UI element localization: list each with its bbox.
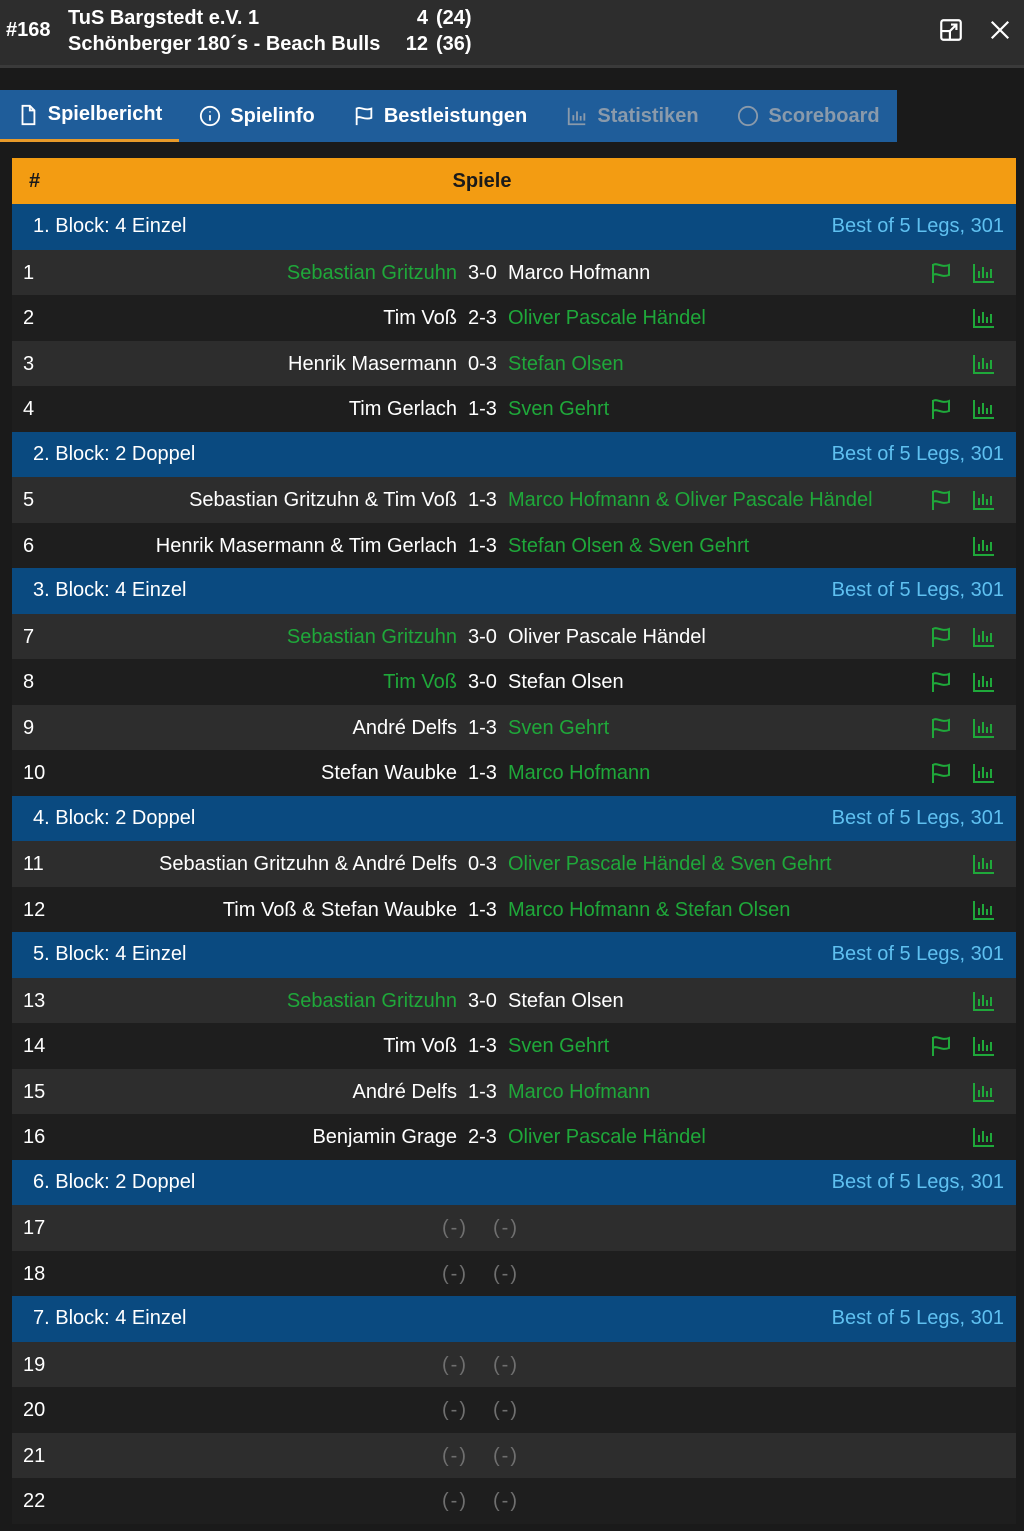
game-number: 18 bbox=[23, 1262, 46, 1285]
tab-bar bbox=[0, 90, 897, 142]
table-row[interactable] bbox=[12, 841, 1016, 887]
popout-button[interactable] bbox=[936, 15, 966, 45]
away-legs: (36) bbox=[436, 33, 472, 55]
block-title: 6. Block: 2 Doppel bbox=[33, 1170, 196, 1193]
game-number: 22 bbox=[23, 1490, 46, 1512]
home-player: Benjamin Grage bbox=[312, 1126, 457, 1148]
table-row[interactable] bbox=[12, 1205, 1016, 1251]
block-header bbox=[12, 568, 1016, 614]
column-header-number: # bbox=[29, 170, 41, 192]
table-row[interactable] bbox=[12, 477, 1016, 523]
game-number: 21 bbox=[23, 1444, 46, 1467]
away-score bbox=[400, 33, 486, 56]
bar-chart-icon bbox=[566, 105, 588, 127]
away-player: Marco Hofmann & Stefan Olsen bbox=[508, 898, 791, 921]
game-number: 8 bbox=[23, 671, 35, 693]
away-pending: (-) bbox=[493, 1399, 519, 1421]
table-body bbox=[12, 204, 1016, 1524]
away-points: 12 bbox=[405, 33, 428, 55]
statistics-icon[interactable] bbox=[972, 306, 996, 330]
block-title: 4. Block: 2 Doppel bbox=[33, 806, 196, 829]
away-player: Stefan Olsen bbox=[508, 352, 624, 375]
game-result: 0-3 bbox=[468, 352, 497, 375]
away-pending: (-) bbox=[493, 1444, 519, 1467]
table-row[interactable] bbox=[12, 659, 1016, 705]
away-pending: (-) bbox=[493, 1353, 519, 1376]
game-result: 1-3 bbox=[468, 534, 497, 557]
statistics-icon[interactable] bbox=[972, 1125, 996, 1149]
home-player: Sebastian Gritzuhn & Tim Voß bbox=[189, 489, 457, 511]
game-result: 3-0 bbox=[468, 261, 497, 284]
best-performance-flag-icon[interactable] bbox=[929, 670, 953, 694]
game-number: 14 bbox=[23, 1035, 46, 1057]
home-player: Sebastian Gritzuhn bbox=[286, 625, 457, 648]
table-row[interactable] bbox=[12, 1478, 1016, 1524]
block-title: 7. Block: 4 Einzel bbox=[33, 1307, 187, 1329]
away-player: Stefan Olsen & Sven Gehrt bbox=[508, 534, 750, 557]
tab-label: Scoreboard bbox=[768, 104, 880, 127]
home-points: 4 bbox=[416, 7, 428, 29]
game-result: 3-0 bbox=[468, 671, 497, 693]
tab-label: Spielinfo bbox=[230, 104, 315, 127]
table-row[interactable] bbox=[12, 1069, 1016, 1115]
table-row[interactable] bbox=[12, 523, 1016, 569]
game-number: 3 bbox=[23, 352, 35, 375]
block-format: Best of 5 Legs, 301 bbox=[831, 1307, 1004, 1329]
table-row[interactable] bbox=[12, 978, 1016, 1024]
match-header bbox=[0, 0, 1024, 68]
statistics-icon[interactable] bbox=[972, 716, 996, 740]
block-header bbox=[12, 204, 1016, 250]
away-player: Oliver Pascale Händel bbox=[508, 625, 706, 648]
home-player: Tim Voß bbox=[383, 671, 457, 693]
game-number: 12 bbox=[23, 898, 46, 921]
home-team-name: TuS Bargstedt e.V. 1 bbox=[68, 7, 260, 29]
block-header bbox=[12, 1296, 1016, 1342]
table-row[interactable] bbox=[12, 1387, 1016, 1433]
block-title: 1. Block: 4 Einzel bbox=[33, 215, 187, 237]
close-icon bbox=[989, 19, 1011, 41]
best-performance-flag-icon[interactable] bbox=[929, 1034, 953, 1058]
game-number: 19 bbox=[23, 1353, 46, 1376]
block-format: Best of 5 Legs, 301 bbox=[831, 1170, 1004, 1193]
statistics-icon[interactable] bbox=[972, 534, 996, 558]
table-row[interactable] bbox=[12, 705, 1016, 751]
game-result: 3-0 bbox=[468, 625, 497, 648]
table-row[interactable] bbox=[12, 1114, 1016, 1160]
game-number: 4 bbox=[23, 398, 35, 420]
info-icon bbox=[199, 105, 221, 127]
table-row[interactable] bbox=[12, 341, 1016, 387]
home-pending: (-) bbox=[442, 1353, 468, 1376]
away-player: Marco Hofmann bbox=[508, 1080, 651, 1103]
block-title: 5. Block: 4 Einzel bbox=[33, 943, 187, 965]
away-player: Oliver Pascale Händel bbox=[508, 1126, 706, 1148]
game-number: 6 bbox=[23, 534, 35, 557]
game-number: 9 bbox=[23, 716, 35, 739]
tab-label: Bestleistungen bbox=[383, 104, 528, 127]
game-number: 20 bbox=[23, 1399, 46, 1421]
table-row[interactable] bbox=[12, 1251, 1016, 1297]
close-button[interactable] bbox=[985, 15, 1015, 45]
game-number: 16 bbox=[23, 1126, 46, 1148]
home-player: Tim Voß & Stefan Waubke bbox=[222, 898, 457, 921]
table-row[interactable] bbox=[12, 250, 1016, 296]
statistics-icon[interactable] bbox=[972, 352, 996, 376]
block-header bbox=[12, 796, 1016, 842]
popout-icon bbox=[938, 17, 964, 43]
game-number: 17 bbox=[23, 1217, 46, 1239]
game-number: 10 bbox=[23, 762, 46, 784]
home-player: Sebastian Gritzuhn bbox=[286, 989, 457, 1012]
home-legs: (24) bbox=[436, 7, 472, 29]
home-pending: (-) bbox=[442, 1217, 468, 1239]
home-pending: (-) bbox=[442, 1399, 468, 1421]
table-row[interactable] bbox=[12, 1023, 1016, 1069]
best-performance-flag-icon[interactable] bbox=[929, 261, 953, 285]
away-player: Stefan Olsen bbox=[508, 671, 624, 693]
game-number: 1 bbox=[23, 261, 35, 284]
tab-spielinfo[interactable] bbox=[179, 90, 335, 142]
away-player: Sven Gehrt bbox=[508, 716, 610, 739]
games-table bbox=[12, 158, 1016, 1524]
match-number: #168 bbox=[6, 19, 51, 41]
game-result: 1-3 bbox=[468, 1035, 497, 1057]
statistics-icon[interactable] bbox=[972, 261, 996, 285]
block-format: Best of 5 Legs, 301 bbox=[831, 943, 1004, 965]
column-header-games: Spiele bbox=[452, 170, 512, 192]
game-result: 1-3 bbox=[468, 762, 497, 784]
home-player: Sebastian Gritzuhn bbox=[286, 261, 457, 284]
home-pending: (-) bbox=[442, 1262, 468, 1285]
game-result: 2-3 bbox=[468, 307, 497, 329]
home-pending: (-) bbox=[442, 1444, 468, 1467]
tab-label: Spielbericht bbox=[47, 103, 163, 125]
home-player: Stefan Waubke bbox=[320, 762, 457, 784]
game-result: 1-3 bbox=[468, 898, 497, 921]
away-pending: (-) bbox=[493, 1262, 519, 1285]
game-number: 7 bbox=[23, 625, 35, 648]
statistics-icon[interactable] bbox=[972, 397, 996, 421]
best-performance-flag-icon[interactable] bbox=[929, 488, 953, 512]
statistics-icon[interactable] bbox=[972, 488, 996, 512]
statistics-icon[interactable] bbox=[972, 989, 996, 1013]
away-player: Marco Hofmann bbox=[508, 261, 651, 284]
away-player: Stefan Olsen bbox=[508, 989, 624, 1012]
document-icon bbox=[17, 104, 39, 126]
block-format: Best of 5 Legs, 301 bbox=[831, 806, 1004, 829]
best-performance-flag-icon[interactable] bbox=[929, 625, 953, 649]
statistics-icon[interactable] bbox=[972, 761, 996, 785]
tab-spielbericht[interactable] bbox=[0, 90, 179, 142]
away-pending: (-) bbox=[493, 1217, 519, 1239]
circle-icon bbox=[737, 105, 759, 127]
away-player: Oliver Pascale Händel bbox=[508, 307, 706, 329]
away-player: Sven Gehrt bbox=[508, 398, 610, 420]
home-pending: (-) bbox=[442, 1490, 468, 1512]
game-result: 1-3 bbox=[468, 716, 497, 739]
table-row[interactable] bbox=[12, 750, 1016, 796]
flag-icon bbox=[353, 105, 375, 127]
game-result: 2-3 bbox=[468, 1126, 497, 1148]
table-row[interactable] bbox=[12, 887, 1016, 933]
game-number: 15 bbox=[23, 1080, 46, 1103]
away-player: Oliver Pascale Händel & Sven Gehrt bbox=[508, 853, 832, 875]
statistics-icon[interactable] bbox=[972, 1034, 996, 1058]
home-player: Henrik Masermann bbox=[288, 352, 457, 375]
block-header bbox=[12, 932, 1016, 978]
game-result: 0-3 bbox=[468, 853, 497, 875]
table-row[interactable] bbox=[12, 1342, 1016, 1388]
statistics-icon[interactable] bbox=[972, 670, 996, 694]
table-row[interactable] bbox=[12, 295, 1016, 341]
away-player: Marco Hofmann bbox=[508, 762, 651, 784]
best-performance-flag-icon[interactable] bbox=[929, 397, 953, 421]
home-player: Henrik Masermann & Tim Gerlach bbox=[155, 534, 457, 557]
block-title: 2. Block: 2 Doppel bbox=[33, 442, 196, 465]
away-player: Marco Hofmann & Oliver Pascale Händel bbox=[508, 489, 873, 511]
game-result: 1-3 bbox=[468, 398, 497, 420]
game-result: 1-3 bbox=[468, 1080, 497, 1103]
game-number: 13 bbox=[23, 989, 46, 1012]
block-header bbox=[12, 1160, 1016, 1206]
game-number: 2 bbox=[23, 307, 35, 329]
statistics-icon[interactable] bbox=[972, 898, 996, 922]
table-row[interactable] bbox=[12, 614, 1016, 660]
statistics-icon[interactable] bbox=[972, 852, 996, 876]
home-player: Tim Voß bbox=[383, 307, 457, 329]
game-result: 1-3 bbox=[468, 489, 497, 511]
statistics-icon[interactable] bbox=[972, 1080, 996, 1104]
home-player: Sebastian Gritzuhn & André Delfs bbox=[159, 853, 457, 875]
away-pending: (-) bbox=[493, 1490, 519, 1512]
best-performance-flag-icon[interactable] bbox=[929, 761, 953, 785]
block-format: Best of 5 Legs, 301 bbox=[831, 442, 1004, 465]
tab-scoreboard[interactable] bbox=[720, 90, 897, 142]
away-player: Sven Gehrt bbox=[508, 1035, 610, 1057]
best-performance-flag-icon[interactable] bbox=[929, 716, 953, 740]
game-result: 3-0 bbox=[468, 989, 497, 1012]
away-team-name: Schönberger 180´s - Beach Bulls bbox=[68, 33, 381, 55]
game-number: 5 bbox=[23, 489, 35, 511]
table-header bbox=[12, 158, 1016, 204]
table-row[interactable] bbox=[12, 1433, 1016, 1479]
home-player: André Delfs bbox=[352, 1080, 457, 1103]
tab-label: Statistiken bbox=[597, 104, 699, 127]
statistics-icon[interactable] bbox=[972, 625, 996, 649]
tab-statistiken[interactable] bbox=[545, 90, 720, 142]
block-title: 3. Block: 4 Einzel bbox=[33, 579, 187, 601]
block-format: Best of 5 Legs, 301 bbox=[831, 215, 1004, 237]
table-row[interactable] bbox=[12, 386, 1016, 432]
home-player: Tim Voß bbox=[383, 1035, 457, 1057]
tab-bestleistungen[interactable] bbox=[335, 90, 545, 142]
block-header bbox=[12, 432, 1016, 478]
home-score bbox=[400, 7, 486, 30]
home-player: Tim Gerlach bbox=[348, 398, 457, 420]
block-format: Best of 5 Legs, 301 bbox=[831, 579, 1004, 601]
game-number: 11 bbox=[23, 853, 44, 875]
home-player: André Delfs bbox=[352, 716, 457, 739]
